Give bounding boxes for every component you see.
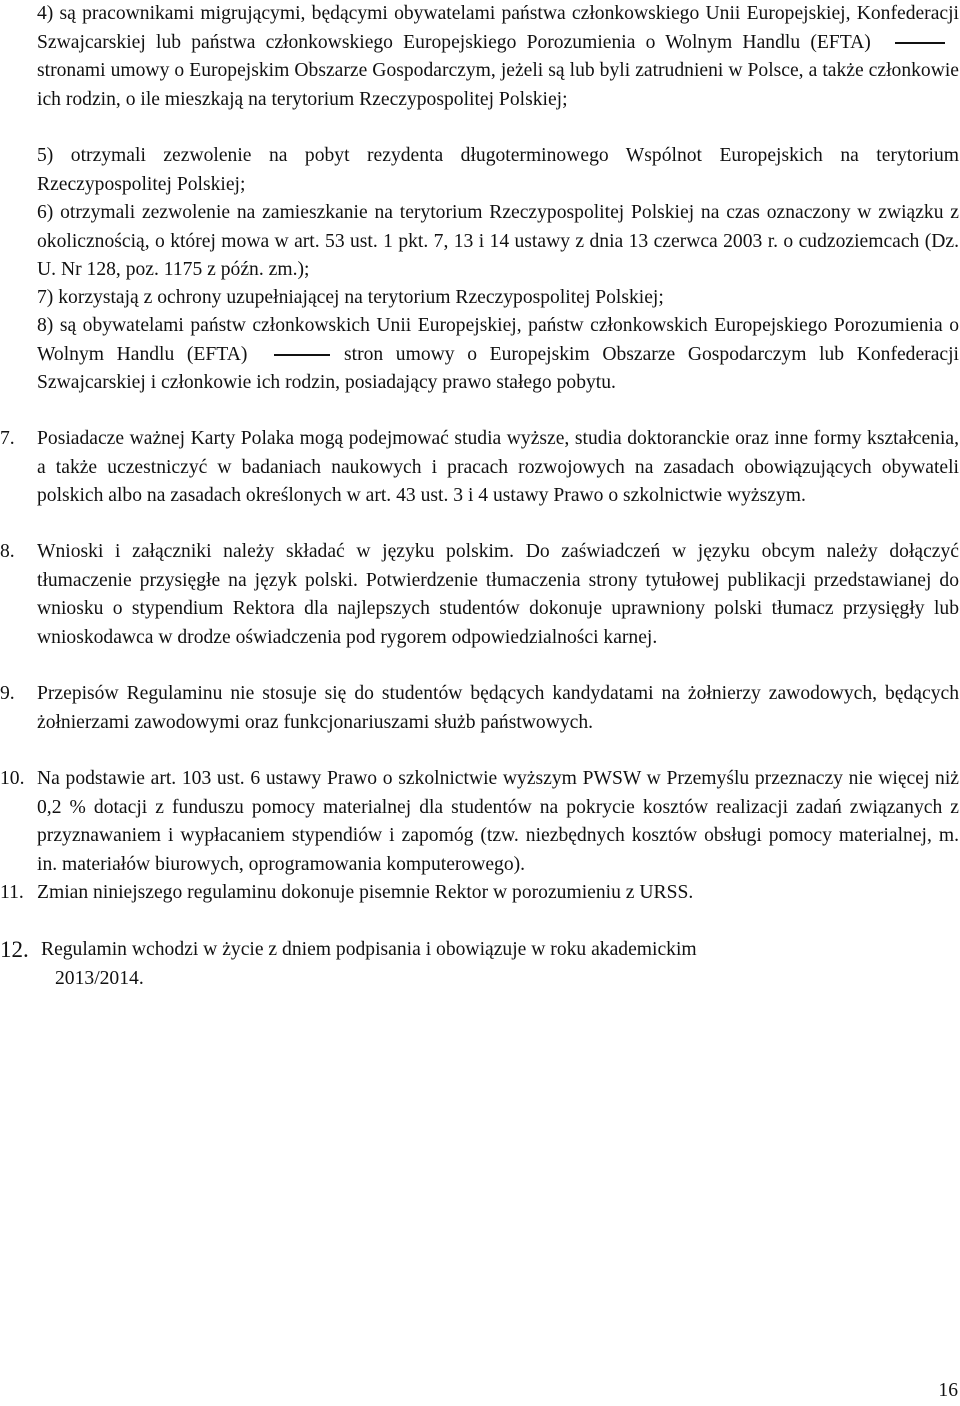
page-number: 16 [938, 1380, 958, 1401]
em-dash [895, 42, 945, 44]
sub-item-8 [37, 312, 959, 398]
list-item-number: 7. [0, 428, 15, 449]
sub-item-4 [37, 0, 959, 114]
sub-item-4-text-b: stronami umowy o Europejskim Obszarze Gospodarczym, jeżeli są lub byli zatrudnieni w Polsce, a także członkowie ich rodzin, o ile mieszkają na terytorium Rzeczypospolitej Polskiej; [37, 60, 959, 110]
list-item-number: 9. [0, 683, 15, 704]
sub-item-7: 7) korzystają z ochrony uzupełniającej na terytorium Rzeczypospolitej Polskiej; [37, 287, 664, 308]
sub-item-4-text-a: 4) są pracownikami migrującymi, będącymi obywatelami państwa członkowskiego Unii Europejskiej, Konfederacji Szwajcarskiej lub państwa członkowskiego Europejskiego Porozumienia o Wolnym Handlu (EFTA) [37, 3, 959, 53]
list-item-text: Na podstawie art. 103 ust. 6 ustawy Prawo o szkolnictwie wyższym PWSW w Przemyślu przeznaczy nie więcej niż 0,2 % dotacji z funduszu pomocy materialnej dla studentów na pokrycie kosztów realizacji zadań związanych z przyznawaniem i wypłacaniem stypendiów i zapomóg (tzw. niezbędnych kosztów obsługi pomocy materialnej, m. in. materiałów biurowych, oprogramowania komputerowego). [37, 768, 959, 875]
em-dash [274, 354, 330, 356]
list-item-number: 10. [0, 768, 25, 789]
sub-item-8-text-b: stron umowy o Europejskim Obszarze Gospodarczym lub Konfederacji Szwajcarskiej i członkowie ich rodzin, posiadający prawo stałego pobytu. [37, 343, 959, 393]
list-item-text: Zmian niniejszego regulaminu dokonuje pisemnie Rektor w porozumieniu z URSS. [37, 882, 694, 903]
sub-item-8-text-a: 8) są obywatelami państw członkowskich Unii Europejskiej, państw członkowskich Europejskiego Porozumienia o Wolnym Handlu (EFTA) [37, 315, 959, 365]
sub-item-5: 5) otrzymali zezwolenie na pobyt rezydenta długoterminowego Wspólnot Europejskich na terytorium Rzeczypospolitej Polskiej; [37, 145, 959, 195]
list-item-number: 8. [0, 541, 15, 562]
list-item-text: Przepisów Regulaminu nie stosuje się do studentów będących kandydatami na żołnierzy zawodowych, będących żołnierzami zawodowymi oraz funkcjonariuszami służb państwowych. [37, 683, 959, 733]
list-item-text: Posiadacze ważnej Karty Polaka mogą podejmować studia wyższe, studia doktoranckie oraz inne formy kształcenia, a także uczestniczyć w badaniach naukowych i pracach rozwojowych na zasadach obowiązujących obywateli polskich albo na zasadach określonych w art. 43 ust. 3 i 4 ustawy Prawo o szkolnictwie wyższym. [37, 428, 959, 506]
list-item-number: 11. [0, 882, 24, 903]
list-item-number: 12. [0, 937, 29, 962]
list-item-text: Regulamin wchodzi w życie z dniem podpisania i obowiązuje w roku akademickim [41, 939, 697, 960]
list-item-text-continuation: 2013/2014. [55, 967, 144, 989]
list-item-text: Wnioski i załączniki należy składać w języku polskim. Do zaświadczeń w języku obcym należy dołączyć tłumaczenie przysięgłe na język polski. Potwierdzenie tłumaczenia strony tytułowej publikacji przedstawianej do wniosku o stypendium Rektora dla najlepszych studentów dokonuje uprawniony polski tłumacz przysięgły lub wnioskodawca w drodze oświadczenia pod rygorem odpowiedzialności karnej. [37, 541, 959, 648]
sub-item-6: 6) otrzymali zezwolenie na zamieszkanie na terytorium Rzeczypospolitej Polskiej na czas oznaczony w związku z okolicznością, o której mowa w art. 53 ust. 1 pkt. 7, 13 i 14 ustawy z dnia 13 czerwca 2003 r. o cudzoziemcach (Dz. U. Nr 128, poz. 1175 z późn. zm.); [37, 202, 959, 280]
